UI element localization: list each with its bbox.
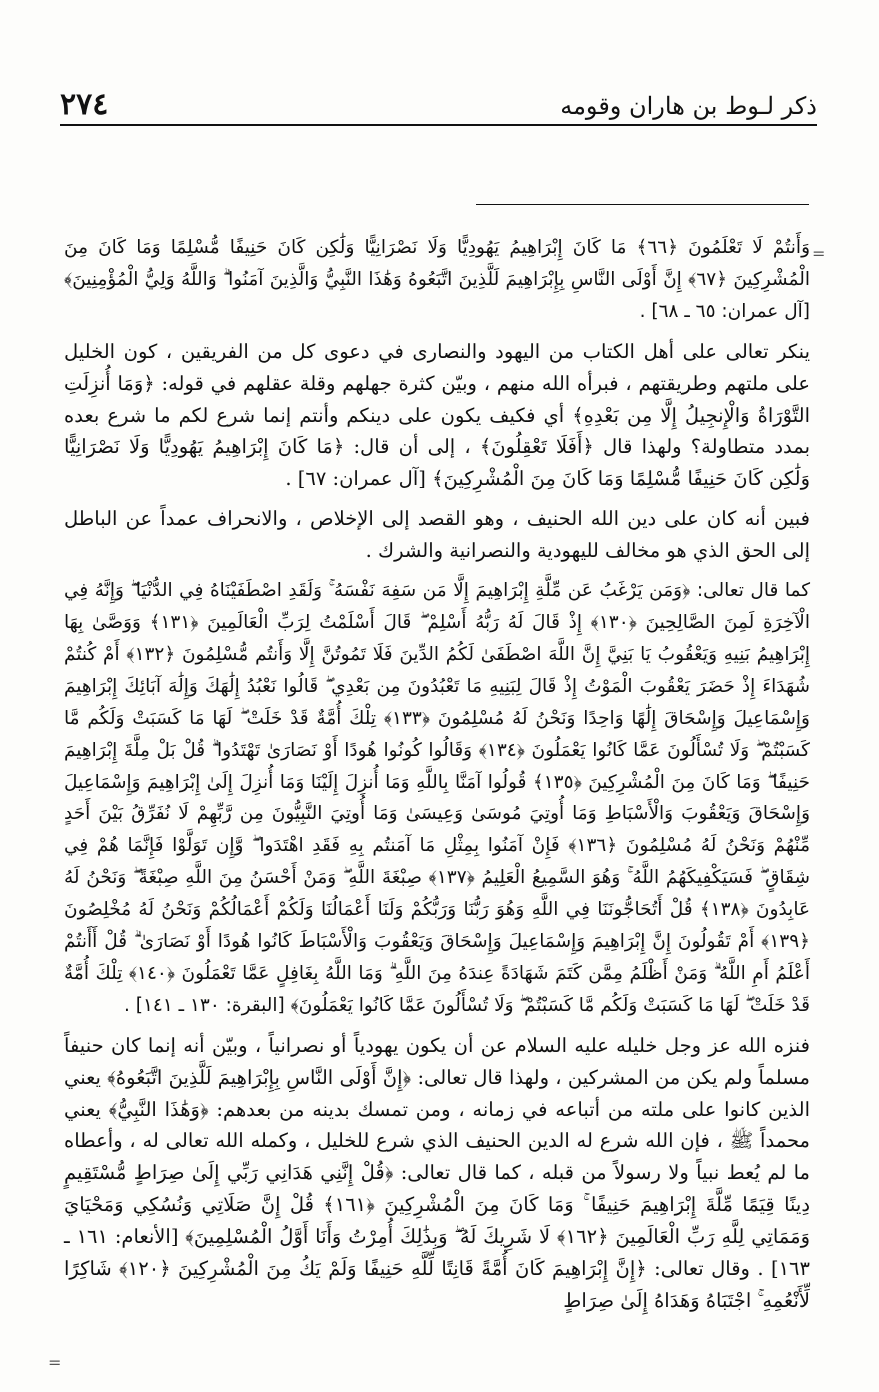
page-header bbox=[60, 84, 817, 126]
page-number: ٢٧٤ bbox=[60, 87, 109, 122]
paragraph-commentary: ينكر تعالى على أهل الكتاب من اليهود والنصارى في دعوى كل من الفريقين ، كون الخليل على ملتهم وطريقتهم ، فبرأه الله منهم ، وبيّن كثرة جهلهم وقلة عقلهم في قوله: ﴿وَمَا أُنزِلَتِ التَّوْرَاةُ وَالْإِنجِيلُ إِلَّا مِن بَعْدِهِ﴾ أي فكيف يكون على دينكم وأنتم إنما شرع لكم ما شرع بعده بمدد متطاولة؟ ولهذا قال ﴿أَفَلَا تَعْقِلُونَ﴾ ، إلى أن قال: ﴿مَا كَانَ إِبْرَاهِيمُ يَهُودِيًّا وَلَا نَصْرَانِيًّا وَلَٰكِن كَانَ حَنِيفًا مُّسْلِمًا وَمَا كَانَ مِنَ الْمُشْرِكِينَ﴾ [آل عمران: ٦٧] . bbox=[64, 339, 810, 491]
running-title: ذكر لـوط بن هاران وقومه bbox=[560, 92, 817, 120]
paragraph-hanif-explanation: فبين أنه كان على دين الله الحنيف ، وهو القصد إلى الإخلاص ، والانحراف عمداً عن الباطل إلى الحق الذي هو مخالف لليهودية والنصرانية والشرك . bbox=[64, 507, 810, 563]
body-text bbox=[64, 232, 810, 1325]
section-rule bbox=[476, 204, 809, 205]
continuation-mark-bottom: = bbox=[48, 1353, 62, 1372]
paragraph-closing: فنزه الله عز وجل خليله عليه السلام عن أن يكون يهودياً أو نصرانياً ، وبيّن أنه إنما كان حنيفاً مسلماً ولم يكن من المشركين ، ولهذا قال تعالى: ﴿إِنَّ أَوْلَى النَّاسِ بِإِبْرَاهِيمَ لَلَّذِينَ اتَّبَعُوهُ﴾ يعني الذين كانوا على ملته من أتباعه في زمانه ، ومن تمسك بدينه من بعدهم: ﴿وَهَٰذَا النَّبِيُّ﴾ يعني محمداً ﷺ ، فإن الله شرع له الدين الحنيف الذي شرع للخليل ، وكمله الله تعالى له ، وأعطاه ما لم يُعط نبياً ولا رسولاً من قبله ، كما قال تعالى: ﴿قُلْ إِنَّنِي هَدَانِي رَبِّي إِلَىٰ صِرَاطٍ مُّسْتَقِيمٍ دِينًا قِيَمًا مِّلَّةَ إِبْرَاهِيمَ حَنِيفًا ۚ وَمَا كَانَ مِنَ الْمُشْرِكِينَ ﴿١٦١﴾ قُلْ إِنَّ صَلَاتِي وَنُسُكِي وَمَحْيَايَ وَمَمَاتِي لِلَّهِ رَبِّ الْعَالَمِينَ ﴿١٦٢﴾ لَا شَرِيكَ لَهُ ۖ وَبِذَٰلِكَ أُمِرْتُ وَأَنَا أَوَّلُ الْمُسْلِمِينَ﴾ [الأنعام: ١٦١ ـ ١٦٣] . وقال تعالى: ﴿إِنَّ إِبْرَاهِيمَ كَانَ أُمَّةً قَانِتًا لِّلَّهِ حَنِيفًا وَلَمْ يَكُ مِنَ الْمُشْرِكِينَ ﴿١٢٠﴾ شَاكِرًا لِّأَنْعُمِهِ ۚ اجْتَبَاهُ وَهَدَاهُ إِلَىٰ صِرَاطٍ bbox=[64, 1033, 811, 1312]
paragraph-quran-baqarah: كما قال تعالى: ﴿وَمَن يَرْغَبُ عَن مِّلَّةِ إِبْرَاهِيمَ إِلَّا مَن سَفِهَ نَفْسَهُ ۚ وَلَقَدِ اصْطَفَيْنَاهُ فِي الدُّنْيَا ۖ وَإِنَّهُ فِي الْآخِرَةِ لَمِنَ الصَّالِحِينَ ﴿١٣٠﴾ إِذْ قَالَ لَهُ رَبُّهُ أَسْلِمْ ۖ قَالَ أَسْلَمْتُ لِرَبِّ الْعَالَمِينَ ﴿١٣١﴾ وَوَصَّىٰ بِهَا إِبْرَاهِيمُ بَنِيهِ وَيَعْقُوبُ يَا بَنِيَّ إِنَّ اللَّهَ اصْطَفَىٰ لَكُمُ الدِّينَ فَلَا تَمُوتُنَّ إِلَّا وَأَنتُم مُّسْلِمُونَ ﴿١٣٢﴾ أَمْ كُنتُمْ شُهَدَاءَ إِذْ حَضَرَ يَعْقُوبَ الْمَوْتُ إِذْ قَالَ لِبَنِيهِ مَا تَعْبُدُونَ مِن بَعْدِي ۖ قَالُوا نَعْبُدُ إِلَٰهَكَ وَإِلَٰهَ آبَائِكَ إِبْرَاهِيمَ وَإِسْمَاعِيلَ وَإِسْحَاقَ إِلَٰهًا وَاحِدًا وَنَحْنُ لَهُ مُسْلِمُونَ ﴿١٣٣﴾ تِلْكَ أُمَّةٌ قَدْ خَلَتْ ۖ لَهَا مَا كَسَبَتْ وَلَكُم مَّا كَسَبْتُمْ ۖ وَلَا تُسْأَلُونَ عَمَّا كَانُوا يَعْمَلُونَ ﴿١٣٤﴾ وَقَالُوا كُونُوا هُودًا أَوْ نَصَارَىٰ تَهْتَدُوا ۗ قُلْ بَلْ مِلَّةَ إِبْرَاهِيمَ حَنِيفًا ۖ وَمَا كَانَ مِنَ الْمُشْرِكِينَ ﴿١٣٥﴾ قُولُوا آمَنَّا بِاللَّهِ وَمَا أُنزِلَ إِلَيْنَا وَمَا أُنزِلَ إِلَىٰ إِبْرَاهِيمَ وَإِسْمَاعِيلَ وَإِسْحَاقَ وَيَعْقُوبَ وَالْأَسْبَاطِ وَمَا أُوتِيَ مُوسَىٰ وَعِيسَىٰ وَمَا أُوتِيَ النَّبِيُّونَ مِن رَّبِّهِمْ لَا نُفَرِّقُ بَيْنَ أَحَدٍ مِّنْهُمْ وَنَحْنُ لَهُ مُسْلِمُونَ ﴿١٣٦﴾ فَإِنْ آمَنُوا بِمِثْلِ مَا آمَنتُم بِهِ فَقَدِ اهْتَدَوا ۖ وَّإِن تَوَلَّوْا فَإِنَّمَا هُمْ فِي شِقَاقٍ ۖ فَسَيَكْفِيكَهُمُ اللَّهُ ۚ وَهُوَ السَّمِيعُ الْعَلِيمُ ﴿١٣٧﴾ صِبْغَةَ اللَّهِ ۖ وَمَنْ أَحْسَنُ مِنَ اللَّهِ صِبْغَةً ۖ وَنَحْنُ لَهُ عَابِدُونَ ﴿١٣٨﴾ قُلْ أَتُحَاجُّونَنَا فِي اللَّهِ وَهُوَ رَبُّنَا وَرَبُّكُمْ وَلَنَا أَعْمَالُنَا وَلَكُمْ أَعْمَالُكُمْ وَنَحْنُ لَهُ مُخْلِصُونَ ﴿١٣٩﴾ أَمْ تَقُولُونَ إِنَّ إِبْرَاهِيمَ وَإِسْمَاعِيلَ وَإِسْحَاقَ وَيَعْقُوبَ وَالْأَسْبَاطَ كَانُوا هُودًا أَوْ نَصَارَىٰ ۗ قُلْ أَأَنتُمْ أَعْلَمُ أَمِ اللَّهُ ۗ وَمَنْ أَظْلَمُ مِمَّن كَتَمَ شَهَادَةً عِندَهُ مِنَ اللَّهِ ۗ وَمَا اللَّهُ بِغَافِلٍ عَمَّا تَعْمَلُونَ ﴿١٤٠﴾ تِلْكَ أُمَّةٌ قَدْ خَلَتْ ۖ لَهَا مَا كَسَبَتْ وَلَكُم مَّا كَسَبْتُمْ ۖ وَلَا تُسْأَلُونَ عَمَّا كَانُوا يَعْمَلُونَ﴾ [البقرة: ١٣٠ ـ ١٤١] . bbox=[64, 580, 811, 1016]
paragraph-quran-ali-imran: وَأَنتُمْ لَا تَعْلَمُونَ ﴿٦٦﴾ مَا كَانَ إِبْرَاهِيمُ يَهُودِيًّا وَلَا نَصْرَانِيًّا وَلَٰكِن كَانَ حَنِيفًا مُّسْلِمًا وَمَا كَانَ مِنَ الْمُشْرِكِينَ ﴿٦٧﴾ إِنَّ أَوْلَى النَّاسِ بِإِبْرَاهِيمَ لَلَّذِينَ اتَّبَعُوهُ وَهَٰذَا النَّبِيُّ وَالَّذِينَ آمَنُوا ۗ وَاللَّهُ وَلِيُّ الْمُؤْمِنِينَ﴾ [آل عمران: ٦٥ ـ ٦٨] . bbox=[64, 237, 811, 322]
continuation-mark-top: = bbox=[812, 244, 826, 263]
